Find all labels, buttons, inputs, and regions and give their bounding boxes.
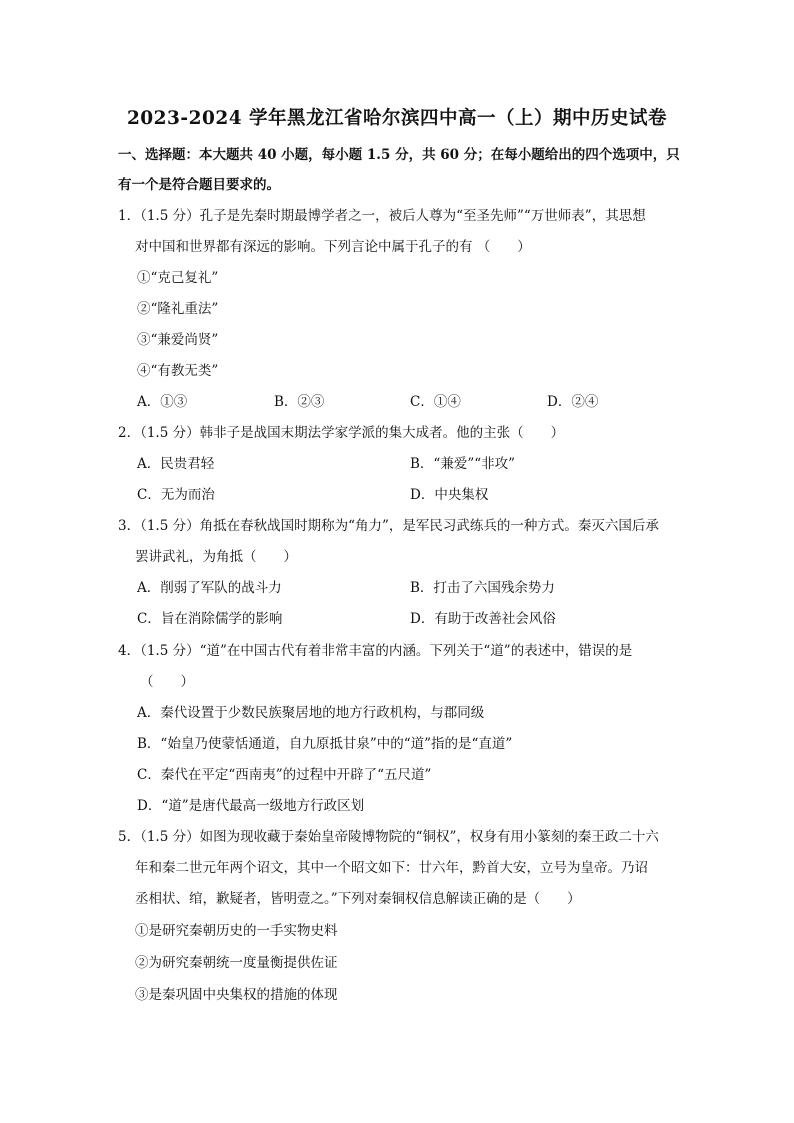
q3-stem-line1: 3．（1.5 分）角抵在春秋战国时期称为“角力”，是军民习武练兵的一种方式。秦灭六国后承 [118,518,659,534]
q4-option-b: B．“始皇乃使蒙恬通道，自九原抵甘泉”中的“道”指的是“直道” [137,736,513,752]
q4-option-d: D．“道”是唐代最高一级地方行政区划 [137,798,365,814]
q1-option-b: B．②③ [274,394,325,410]
q1-stem-line1: 1．（1.5 分）孔子是先秦时期最博学者之一，被后人尊为“至圣先师”“万世师表”，其思想 [118,208,646,224]
q5-stem-line1: 5．（1.5 分）如图为现收藏于秦始皇帝陵博物院的“铜权”，权身有用小篆刻的秦王政二十六 [118,829,659,845]
page-title: 2023-2024 学年黑龙江省哈尔滨四中高一（上）期中历史试卷 [126,108,668,129]
q3-option-b: B．打击了六国残余势力 [410,580,555,596]
q1-item-3: ③“兼爱尚贤” [137,332,219,348]
q1-item-1: ①“克己复礼” [137,270,219,286]
q5-stem-line3: 丞相状、绾，歉疑者，皆明壹之。”下列对秦铜权信息解读正确的是（ ） [135,891,581,907]
q2-option-c: C．无为而治 [137,487,215,503]
q2-option-a: A．民贵君轻 [137,456,215,472]
q1-stem-line2: 对中国和世界都有深远的影响。下列言论中属于孔子的有 （ ） [135,239,531,255]
q2-stem-line1: 2．（1.5 分）韩非子是战国末期法学家学派的集大成者。他的主张（ ） [118,425,565,441]
q2-option-b: B．“兼爱”“非攻” [410,456,516,472]
q5-item-3: ③是秦巩固中央集权的措施的体现 [135,987,338,1003]
section-instruction-line1: 一、选择题：本大题共 40 小题，每小题 1.5 分，共 60 分；在每小题给出的四个选项中，只 [118,147,680,163]
q5-item-2: ②为研究秦朝统一度量衡提供佐证 [135,955,338,971]
q5-item-1: ①是研究秦朝历史的一手实物史料 [135,923,338,939]
q1-item-2: ②“隆礼重法” [137,301,219,317]
q3-option-d: D．有助于改善社会风俗 [410,611,556,627]
q4-option-a: A．秦代设置于少数民族聚居地的地方行政机构，与郡同级 [137,705,485,721]
q3-stem-line2: 罢讲武礼，为角抵（ ） [135,549,297,565]
section-instruction-line2: 有一个是符合题目要求的。 [118,177,280,193]
q1-option-d: D．②④ [547,394,599,410]
q1-option-c: C．①④ [410,394,461,410]
q2-option-d: D．中央集权 [410,487,489,503]
q4-option-c: C．秦代在平定“西南夷”的过程中开辟了“五尺道” [137,767,432,783]
q4-stem-line2: （ ） [140,674,194,690]
q3-option-c: C．旨在消除儒学的影响 [137,611,283,627]
q5-stem-line2: 年和秦二世元年两个诏文，其中一个昭文如下：廿六年，黔首大安，立号为皇帝。乃诏 [135,860,648,876]
q1-item-4: ④“有教无类” [137,363,219,379]
q4-stem-line1: 4．（1.5 分）“道”在中国古代有着非常丰富的内涵。下列关于“道”的表述中，错误的是 [118,643,633,659]
q3-option-a: A．削弱了军队的战斗力 [137,580,282,596]
q1-option-a: A．①③ [137,394,188,410]
